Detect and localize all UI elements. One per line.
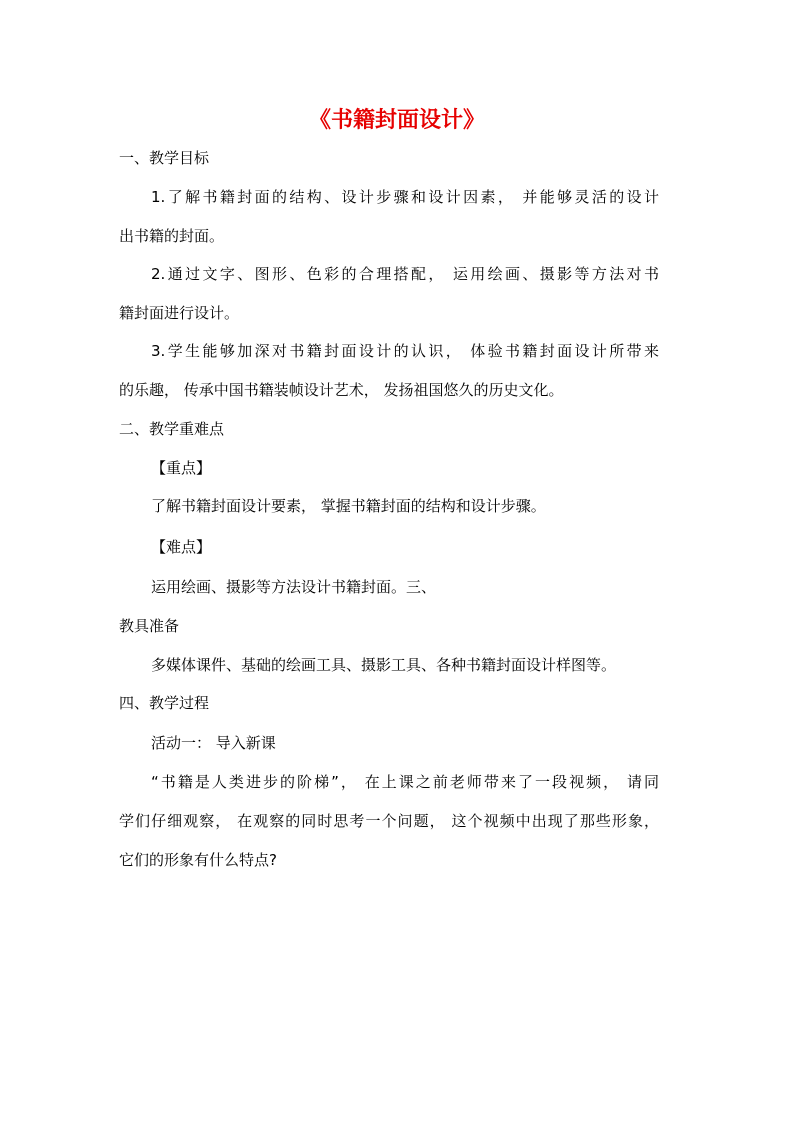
- section-heading-objectives: 一、教学目标: [119, 149, 210, 167]
- intro-line-3: 它们的形象有什么特点?: [119, 851, 277, 869]
- objective-1-line-2: 出书籍的封面。: [119, 227, 225, 245]
- key-point-text: 了解书籍封面设计要素， 掌握书籍封面的结构和设计步骤。: [151, 497, 546, 515]
- intro-line-1: “书籍是人类进步的阶梯”， 在上课之前老师带来了一段视频， 请同: [151, 773, 659, 791]
- intro-line-2: 学们仔细观察， 在观察的同时思考一个问题， 这个视频中出现了那些形象，: [119, 812, 659, 830]
- objective-2-line-1: 2.通过文字、图形、色彩的合理搭配， 运用绘画、摄影等方法对书: [151, 265, 659, 283]
- activity-1-heading: 活动一： 导入新课: [151, 734, 276, 752]
- section-heading-tools: 教具准备: [119, 617, 180, 635]
- difficult-point-text: 运用绘画、摄影等方法设计书籍封面。三、: [151, 578, 437, 596]
- document-title: 《书籍封面设计》: [308, 108, 485, 133]
- objective-3-line-2: 的乐趣， 传承中国书籍装帧设计艺术， 发扬祖国悠久的历史文化。: [119, 381, 564, 399]
- difficult-point-label: 【难点】: [151, 538, 212, 556]
- section-heading-process: 四、教学过程: [119, 694, 210, 712]
- tools-text: 多媒体课件、基础的绘画工具、摄影工具、各种书籍封面设计样图等。: [151, 656, 617, 674]
- objective-3-line-1: 3.学生能够加深对书籍封面设计的认识， 体验书籍封面设计所带来: [151, 342, 659, 360]
- key-point-label: 【重点】: [151, 459, 212, 477]
- objective-2-line-2: 籍封面进行设计。: [119, 304, 240, 322]
- section-heading-key-points: 二、教学重难点: [119, 420, 225, 438]
- objective-1-line-1: 1.了解书籍封面的结构、设计步骤和设计因素， 并能够灵活的设计: [151, 188, 659, 206]
